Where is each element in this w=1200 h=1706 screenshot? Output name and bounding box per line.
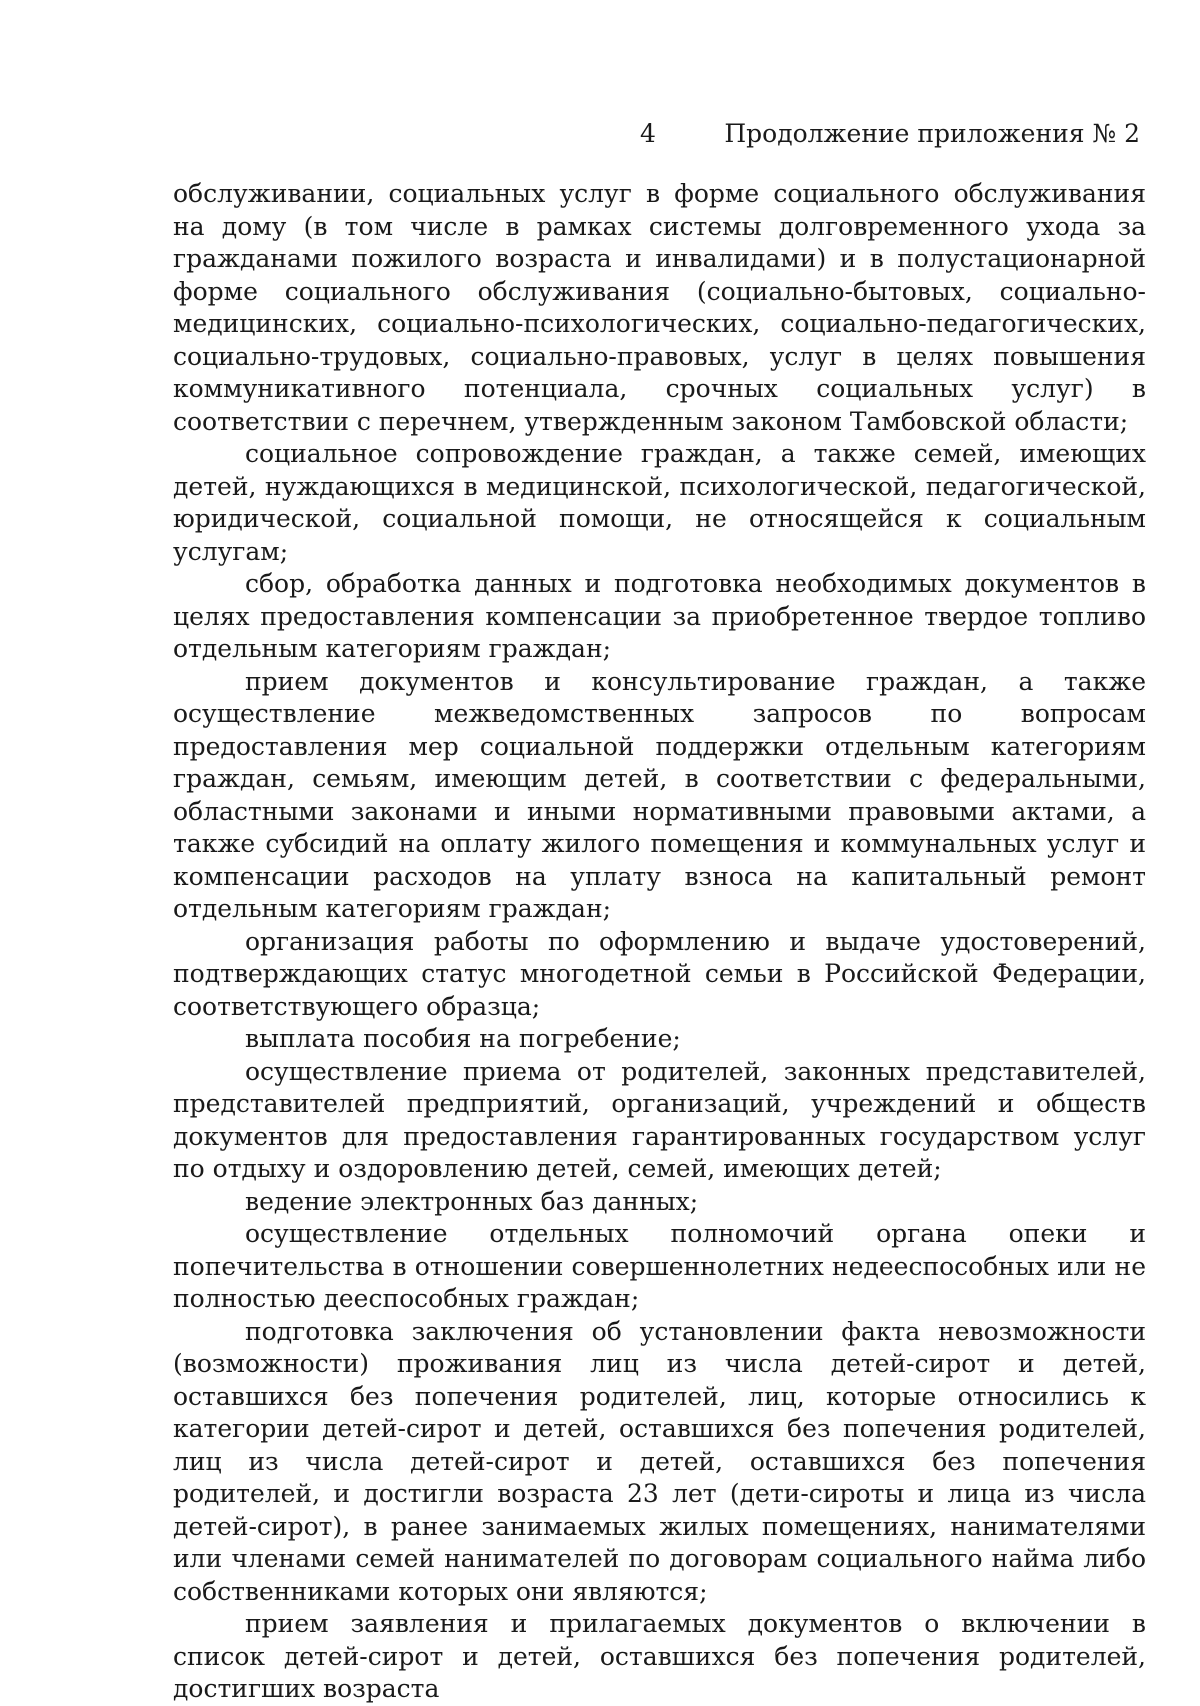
paragraph: сбор, обработка данных и подготовка необходимых документов в целях предоставления компенсации за приобретенное твердое топливо отдельным категориям граждан; (173, 569, 1146, 663)
page-header (0, 116, 1200, 152)
document-body (173, 178, 1146, 1706)
paragraph: прием заявления и прилагаемых документов о включении в список детей-сирот и детей, оставшихся без попечения родителей, достигших возраста (173, 1609, 1146, 1703)
page-number: 4 (640, 119, 656, 148)
paragraph: организация работы по оформлению и выдаче удостоверений, подтверждающих статус многодетной семьи в Российской Федерации, соответствующего образца; (173, 926, 1146, 1021)
paragraph: социальное сопровождение граждан, а также семей, имеющих детей, нуждающихся в медицинской, психологической, педагогической, юридической, социальной помощи, не относящейся к социальным услугам; (173, 439, 1146, 566)
paragraph: осуществление приема от родителей, законных представителей, представителей предприятий, организаций, учреждений и обществ документов для предоставления гарантированных государством услуг по отдыху и оздоровлению детей, семей, имеющих детей; (173, 1056, 1146, 1183)
paragraph: подготовка заключения об установлении факта невозможности (возможности) проживания лиц из числа детей-сирот и детей, оставшихся без попечения родителей, лиц, которые относились к категории детей-сирот и детей, оставшихся без попечения родителей, лиц из числа детей-сирот и детей, оставшихся без попечения родителей, и достигли возраста 23 лет (дети-сироты и лица из числа детей-сирот), в ранее занимаемых жилых помещениях, нанимателями или членами семей нанимателей по договорам социального найма либо собственниками которых они являются; (173, 1316, 1146, 1606)
paragraph: ведение электронных баз данных; (245, 1186, 699, 1216)
paragraph: обслуживании, социальных услуг в форме социального обслуживания на дому (в том числе в рамках системы долговременного ухода за гражданами пожилого возраста и инвалидами) и в полустационарной форме социального обслуживания (социально-бытовых, социально-медицинских, социально-психологических, социально-педагогических, социально-трудовых, социально-правовых, услуг в целях повышения коммуникативного потенциала, срочных социальных услуг) в соответствии с перечнем, утвержденным законом Тамбовской области; (173, 179, 1146, 436)
appendix-continuation-title: Продолжение приложения № 2 (724, 119, 1140, 148)
paragraph: прием документов и консультирование граждан, а также осуществление межведомственных запросов по вопросам предоставления мер социальной поддержки отдельным категориям граждан, семьям, имеющим детей, в соответствии с федеральными, областными законами и иными нормативными правовыми актами, а также субсидий на оплату жилого помещения и коммунальных услуг и компенсации расходов на уплату взноса на капитальный ремонт отдельным категориям граждан; (173, 666, 1146, 923)
paragraph: осуществление отдельных полномочий органа опеки и попечительства в отношении совершеннолетних недееспособных или не полностью дееспособных граждан; (173, 1219, 1146, 1313)
paragraph: выплата пособия на погребение; (245, 1024, 681, 1053)
